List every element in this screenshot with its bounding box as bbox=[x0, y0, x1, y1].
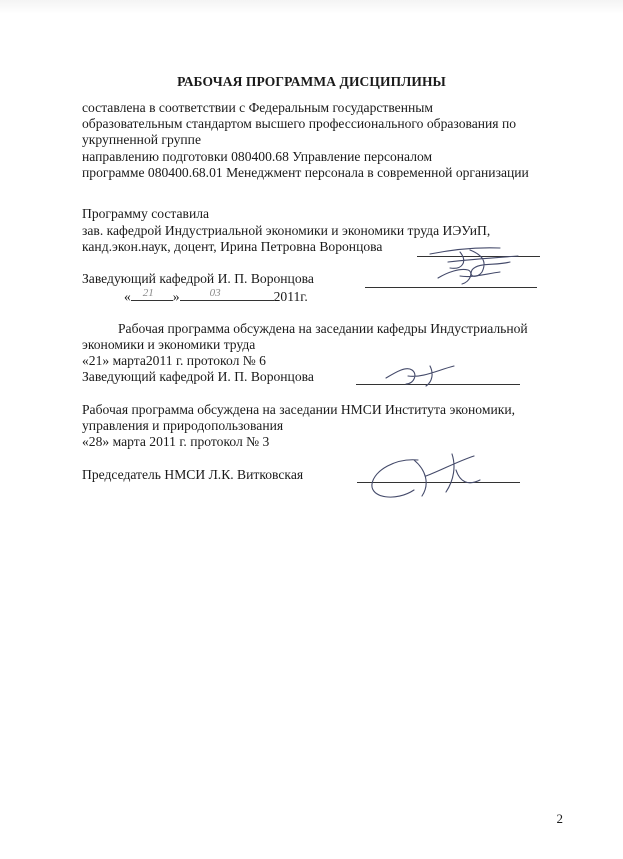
dept-meeting-line-2: экономики и экономики труда bbox=[82, 337, 256, 352]
head-of-dept-label: Заведующий кафедрой И. П. Воронцова bbox=[82, 271, 314, 286]
date-close-quote: » bbox=[172, 289, 180, 304]
document-title: РАБОЧАЯ ПРОГРАММА ДИСЦИПЛИНЫ bbox=[177, 74, 446, 89]
dept-meeting-line-1: Рабочая программа обсуждена на заседании кафедры Индустриальной bbox=[118, 321, 528, 336]
approval-date bbox=[124, 288, 308, 305]
dept-meeting-signer: Заведующий кафедрой И. П. Воронцова bbox=[82, 369, 314, 384]
scan-edge bbox=[0, 0, 623, 14]
nmsi-meeting-date: «28» марта 2011 г. протокол № 3 bbox=[82, 434, 270, 449]
page-number: 2 bbox=[556, 811, 563, 826]
intro-line-4: направлению подготовки 080400.68 Управление персоналом bbox=[82, 149, 433, 164]
date-day-blank bbox=[131, 288, 173, 301]
dept-meeting-signature-icon bbox=[378, 356, 468, 390]
date-open-quote: « bbox=[124, 289, 131, 304]
author-heading: Программу составила bbox=[82, 206, 210, 221]
intro-line-2: образовательным стандартом высшего профессионального образования по bbox=[82, 116, 517, 131]
nmsi-meeting-line-1: Рабочая программа обсуждена на заседании НМСИ Института экономики, bbox=[82, 402, 516, 417]
intro-line-1: составлена в соответствии с Федеральным государственным bbox=[82, 100, 433, 115]
date-year: 2011г. bbox=[273, 289, 308, 304]
head-of-dept-signature-icon bbox=[430, 258, 510, 292]
date-day-handwritten: 21 bbox=[142, 287, 154, 299]
dept-meeting-date: «21» марта2011 г. протокол № 6 bbox=[82, 353, 266, 368]
author-name: канд.экон.наук, доцент, Ирина Петровна Воронцова bbox=[82, 239, 383, 254]
date-month-blank bbox=[180, 288, 274, 301]
date-month-handwritten: 03 bbox=[209, 287, 221, 299]
chair-signature-icon bbox=[356, 440, 506, 510]
intro-line-3: укрупненной группе bbox=[82, 132, 201, 147]
intro-line-5: программе 080400.68.01 Менеджмент персонала в современной организации bbox=[82, 165, 529, 180]
nmsi-meeting-line-2: управления и природопользования bbox=[82, 418, 284, 433]
chair-label: Председатель НМСИ Л.К. Витковская bbox=[82, 467, 304, 482]
author-position: зав. кафедрой Индустриальной экономики и экономики труда ИЭУиП, bbox=[82, 223, 491, 238]
